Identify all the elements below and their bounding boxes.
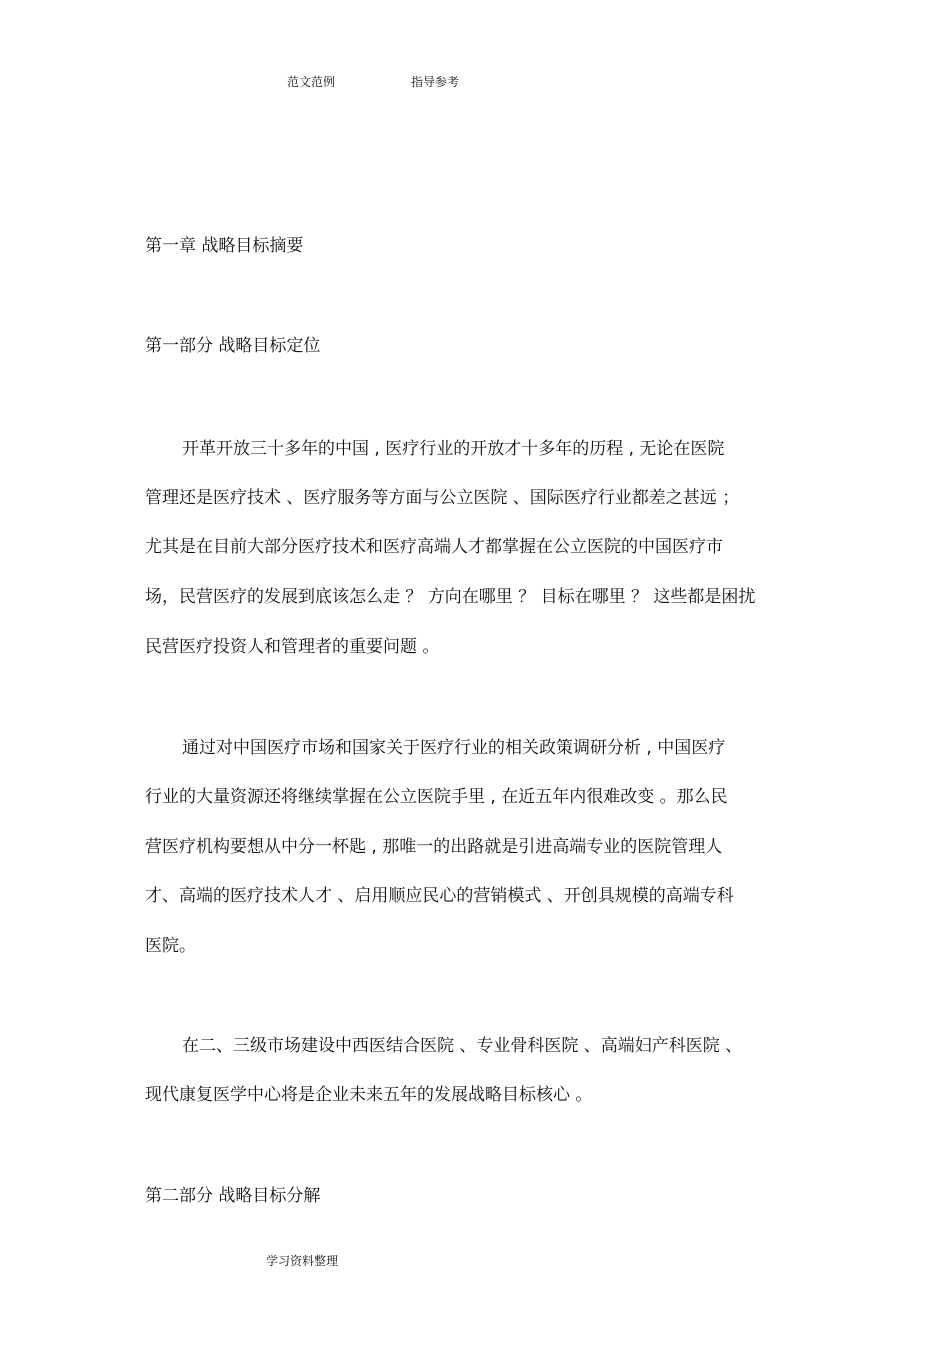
paragraph-line: 管理还是医疗技术 、医疗服务等方面与公立医院 、国际医疗行业都差之甚远 ； xyxy=(145,488,740,508)
paragraph-line: 尤其是在目前大部分医疗技术和医疗高端人才都掌握在公立医院的中国医疗市 xyxy=(145,537,723,557)
chapter-title: 第一章 战略目标摘要 xyxy=(145,236,304,256)
paragraph-line: 场，民营医疗的发展到底该怎么走 ？ 方向在哪里 ？ 目标在哪里 ？ 这些都是困扰 xyxy=(145,587,756,607)
page-footer: 学习资料整理 xyxy=(266,1254,339,1268)
paragraph-line: 医院。 xyxy=(145,936,196,956)
section-title-decomposition: 第二部分 战略目标分解 xyxy=(145,1186,321,1206)
paragraph-line: 行业的大量资源还将继续掌握在公立医院手里 , 在近五年内很难改变 。那么民 xyxy=(145,787,728,807)
paragraph-line: 通过对中国医疗市场和国家关于医疗行业的相关政策调研分析 , 中国医疗 xyxy=(182,738,726,758)
header-right-text: 指导参考 xyxy=(411,75,460,89)
paragraph-line: 现代康复医学中心将是企业未来五年的发展战略目标核心 。 xyxy=(145,1085,593,1105)
paragraph-line: 开革开放三十多年的中国 , 医疗行业的开放才十多年的历程 , 无论在医院 xyxy=(182,439,725,459)
paragraph-line: 在二、三级市场建设中西医结合医院 、专业骨科医院 、高端妇产科医院 、 xyxy=(182,1036,743,1056)
paragraph-line: 民营医疗投资人和管理者的重要问题 。 xyxy=(145,637,440,657)
section-title-positioning: 第一部分 战略目标定位 xyxy=(145,336,321,356)
paragraph-line: 才、高端的医疗技术人才 、启用顺应民心的营销模式 、开创具规模的高端专科 xyxy=(145,886,734,906)
header-left-text: 范文范例 xyxy=(287,75,336,89)
paragraph-line: 营医疗机构要想从中分一杯匙 , 那唯一的出路就是引进高端专业的医院管理人 xyxy=(145,837,723,857)
